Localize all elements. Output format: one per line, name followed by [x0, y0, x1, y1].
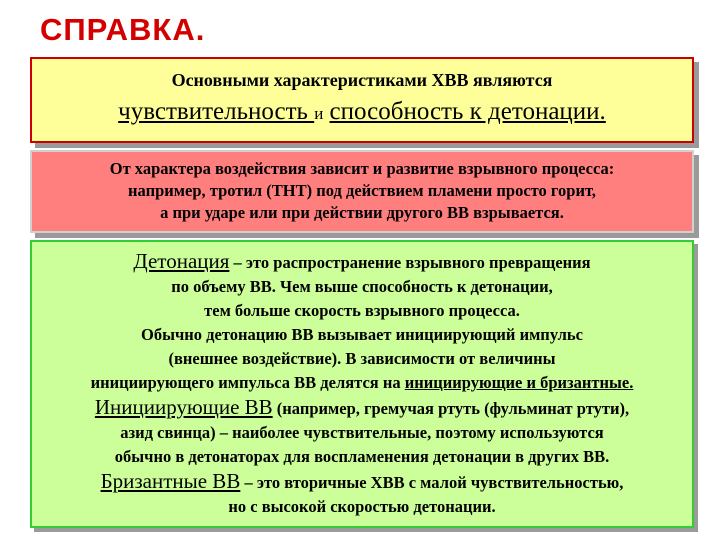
process-line-1: От характера воздействия зависит и развитие взрывного процесса: [109, 159, 615, 178]
term-brisant: Бризантные ВВ [100, 469, 241, 493]
detonation-line-6 [32, 371, 692, 395]
characteristics-intro: Основными характеристиками ХВВ являются [171, 70, 553, 90]
classification-types: инициирующие и бризантные. [404, 373, 634, 392]
detonation-box [30, 240, 694, 528]
conjunction: и [314, 104, 324, 123]
initiating-line-2: азид свинца) – наиболее чувствительные, поэтому используются [120, 423, 604, 442]
initiating-line-3: обычно в детонаторах для воспламенения детонации в других ВВ. [114, 447, 610, 466]
detonation-line-5: (внешнее воздействие). В зависимости от величины [168, 349, 556, 368]
detonation-line-3: тем больше скорость взрывного процесса. [204, 301, 520, 320]
process-line-2: например, тротил (ТНТ) под действием пламени просто горит, [128, 181, 596, 200]
term-sensitivity: чувствительность [118, 98, 315, 125]
page-title: СПРАВКА. [40, 12, 206, 47]
detonation-definition-text: – это распространение взрывного превращения [229, 253, 591, 272]
detonation-line-4: Обычно детонацию ВВ вызывает инициирующий импульс [141, 325, 583, 344]
brisant-line-2: но с высокой скоростью детонации. [228, 497, 496, 516]
initiating-definition [32, 395, 692, 421]
term-detonation-ability: способность к детонации. [329, 98, 606, 125]
process-line-3: а при ударе или при действии другого ВВ взрывается. [160, 203, 564, 222]
explosion-process-box [30, 150, 694, 233]
classification-prefix: инициирующего импульса ВВ делятся на [90, 373, 405, 392]
characteristics-box [30, 57, 694, 143]
brisant-definition-text: – это вторичные ХВВ с малой чувствительностью, [240, 473, 624, 492]
term-initiating: Инициирующие ВВ [94, 395, 273, 419]
term-detonation: Детонация [133, 249, 230, 273]
brisant-definition [32, 469, 692, 495]
detonation-line-2: по объему ВВ. Чем выше способность к детонации, [171, 277, 553, 296]
characteristics-terms [32, 95, 692, 131]
detonation-definition [32, 249, 692, 275]
initiating-definition-text: (например, гремучая ртуть (фульминат ртути), [272, 399, 630, 418]
